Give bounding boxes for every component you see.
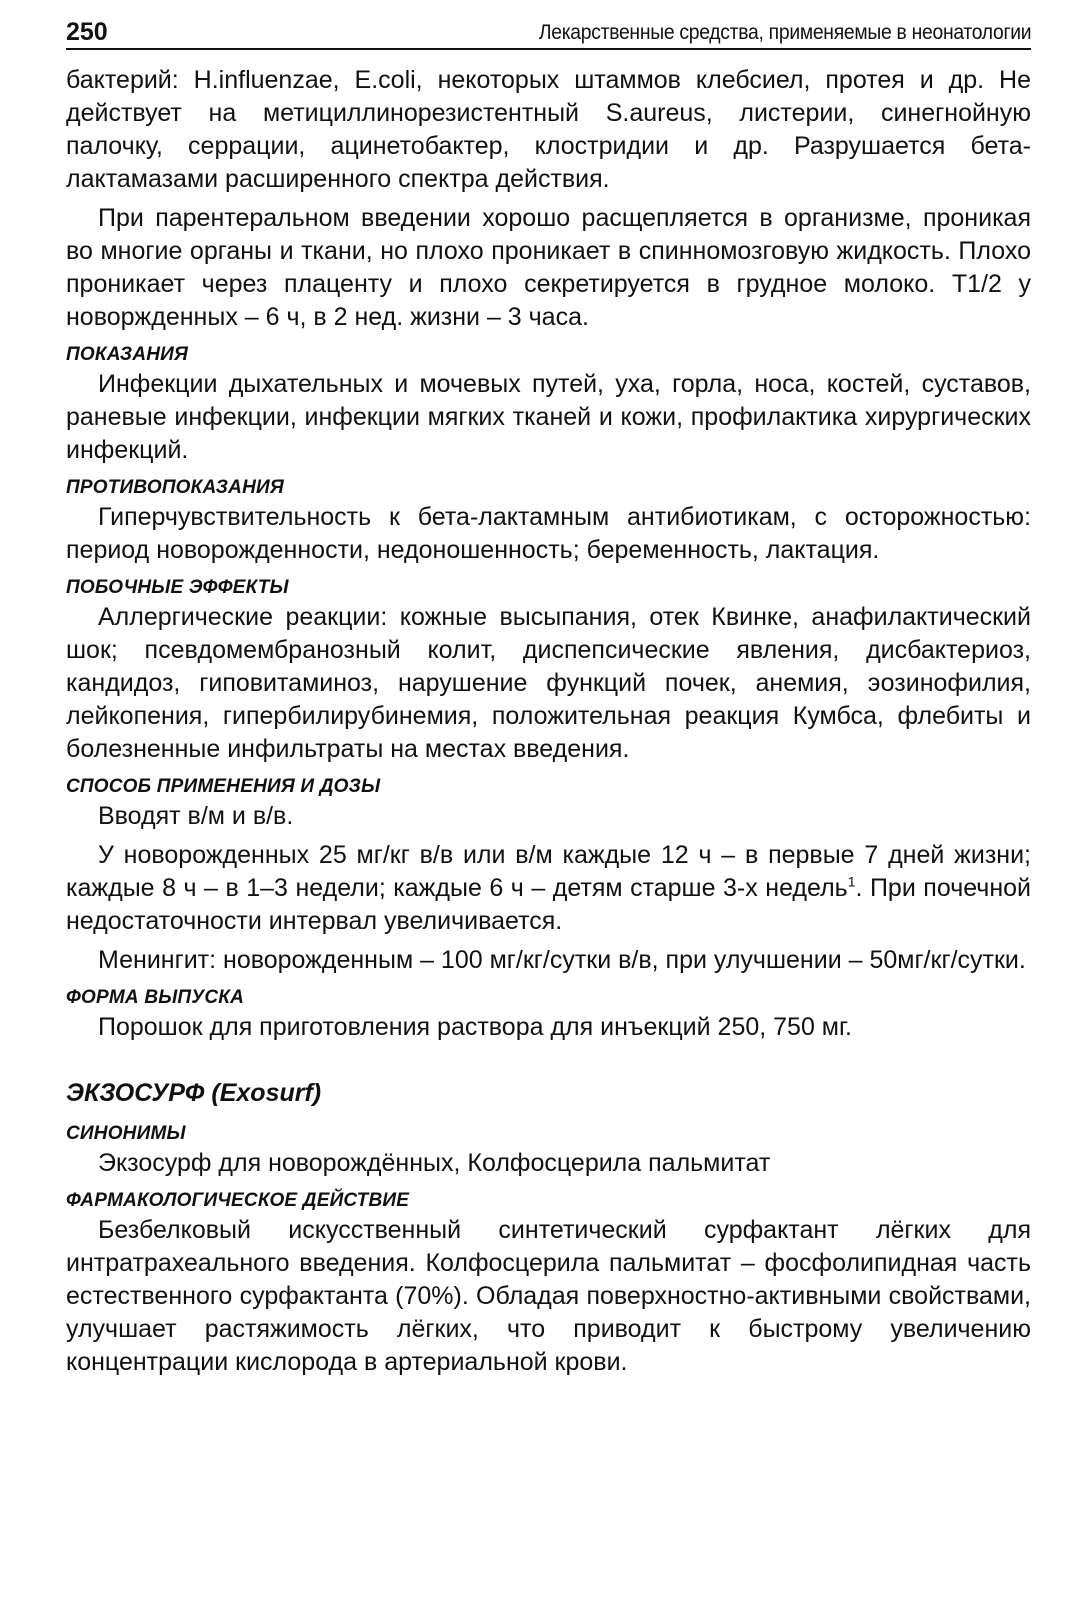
indications-section: [66, 343, 1031, 467]
dosage-heading: СПОСОБ ПРИМЕНЕНИЯ И ДОЗЫ: [66, 776, 381, 797]
exosurf-section: [66, 1078, 1031, 1379]
page-number: 250: [66, 18, 108, 46]
synonyms-heading: СИНОНИМЫ: [66, 1123, 186, 1144]
intro-paragraph-1: бактерий: H.influenzae, E.coli, некоторых штаммов клебсиел, протея и др. Не действует на метициллинорезистентный S.aureus, листерии, синегнойную палочку, серрации, ацинетобактер, клостридии и др. Разрушается бета-лактамазами расширенного спектра действия.: [66, 66, 1031, 193]
side-effects-heading: ПОБОЧНЫЕ ЭФФЕКТЫ: [66, 577, 289, 598]
release-form-text: Порошок для приготовления раствора для инъекций 250, 750 мг.: [98, 1013, 853, 1041]
pharmacological-action-heading: ФАРМАКОЛОГИЧЕСКОЕ ДЕЙСТВИЕ: [66, 1190, 410, 1211]
contraindications-section: [66, 476, 1031, 567]
pharmacological-action-text: Безбелковый искусственный синтетический сурфактант лёгких для интратрахеального введения. Колфосцерила пальмитат – фосфолипидная часть естественного сурфактанта (70%). Обладая поверхностно-активными свойствами, улучшает растяжимость лёгких, что приводит к быстрому увеличению концентрации кислорода в артериальной крови.: [66, 1216, 1031, 1376]
release-form-heading: ФОРМА ВЫПУСКА: [66, 987, 245, 1008]
page-header: [66, 20, 1031, 50]
running-title: Лекарственные средства, применяемые в неонатологии: [538, 21, 1031, 44]
dosage-paragraph-2: [66, 839, 1031, 938]
side-effects-section: [66, 576, 1031, 766]
contraindications-heading: ПРОТИВОПОКАЗАНИЯ: [66, 477, 284, 498]
drug-title: ЭКЗОСУРФ (Exosurf): [66, 1079, 322, 1107]
footnote-marker: 1: [847, 873, 856, 890]
dosage-paragraph-3: Менингит: новорожденным – 100 мг/кг/сутки в/в, при улучшении – 50мг/кг/сутки.: [98, 946, 1026, 974]
dosage-paragraph-2-tail: . При почечной недостаточности интервал увеличивается.: [66, 874, 1031, 935]
intro-paragraph-2: При парентеральном введении хорошо расщепляется в организме, проникая во многие органы и ткани, но плохо проникает в спинномозговую жидкость. Плохо проникает через плаценту и плохо секретируется в грудное молоко. T1/2 у новоржденных – 6 ч, в 2 нед. жизни – 3 часа.: [66, 204, 1031, 331]
dosage-section: [66, 775, 1031, 977]
side-effects-text: Аллергические реакции: кожные высыпания, отек Квинке, анафилактический шок; псевдомембранозный колит, диспепсические явления, дисбактериоз, кандидоз, гиповитаминоз, нарушение функций почек, анемия, эозинофилия, лейкопения, гипербилирубинемия, положительная реакция Кумбса, флебиты и болезненные инфильтраты на местах введения.: [66, 603, 1031, 763]
dosage-paragraph-2-text: У новорожденных 25 мг/кг в/в или в/м каждые 12 ч – в первые 7 дней жизни; каждые 8 ч – в 1–3 недели; каждые 6 ч – детям старше 3-х недель: [66, 841, 1031, 902]
intro-section: [66, 64, 1031, 334]
contraindications-text: Гиперчувствительность к бета-лактамным антибиотикам, с осторожностью: период новорожденности, недоношенность; беременность, лактация.: [66, 503, 1031, 564]
indications-heading: ПОКАЗАНИЯ: [66, 344, 189, 365]
dosage-paragraph-1: Вводят в/м и в/в.: [98, 802, 294, 830]
synonyms-text: Экзосурф для новорождённых, Колфосцерила пальмитат: [98, 1149, 771, 1177]
release-form-section: [66, 986, 1031, 1044]
indications-text: Инфекции дыхательных и мочевых путей, уха, горла, носа, костей, суставов, раневые инфекции, инфекции мягких тканей и кожи, профилактика хирургических инфекций.: [66, 370, 1031, 464]
